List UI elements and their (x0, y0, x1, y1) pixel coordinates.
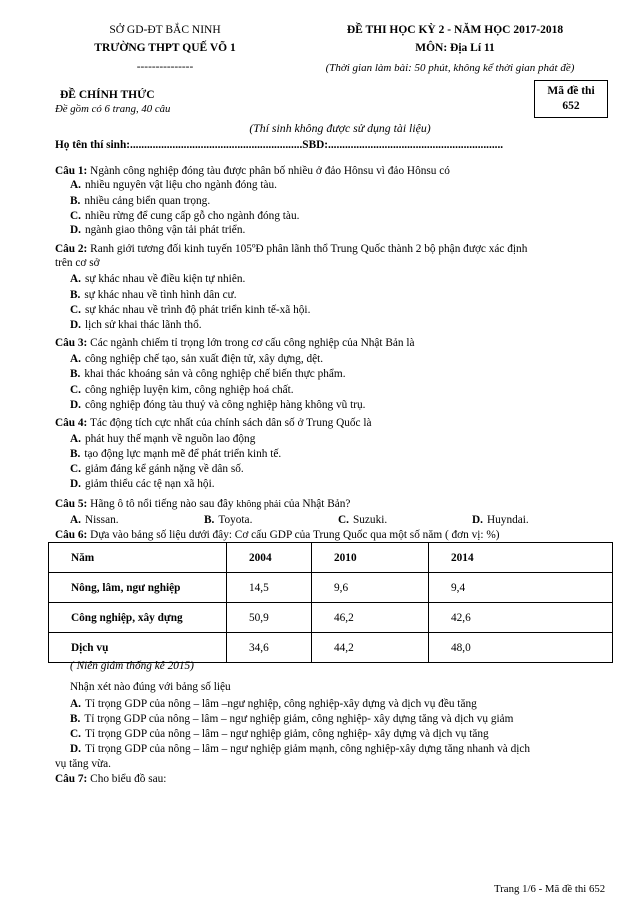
q6-prompt: Nhận xét nào đúng với bảng số liệu (70, 681, 231, 693)
page-footer: Trang 1/6 - Mã đề thi 652 (494, 883, 606, 895)
q3-option-c[interactable]: C. công nghiệp luyện kim, công nghiệp hoá chất. (70, 384, 294, 396)
q1-option-c[interactable]: C. nhiều rừng để cung cấp gỗ cho ngành đóng tàu. (70, 210, 300, 222)
table-cell: 14,5 (227, 573, 312, 603)
official-label: ĐỀ CHÍNH THỨC (60, 89, 155, 101)
q6-option-c[interactable]: C. Tỉ trọng GDP của nông – lâm – ngư nghiệp giảm, công nghiệp- xây dựng và dịch vụ tăng (70, 728, 489, 740)
q3-option-d[interactable]: D. công nghiệp đóng tàu thuỷ và công nghiệp hàng không vũ trụ. (70, 399, 366, 411)
table-cell: 44,2 (312, 633, 429, 663)
table-source: ( Niên giám thống kê 2015) (70, 660, 194, 672)
q1-option-b[interactable]: B. nhiều cảng biển quan trọng. (70, 195, 211, 207)
table-cell: Dịch vụ (49, 633, 227, 663)
time-note: (Thời gian làm bài: 50 phút, không kể thời gian phát đề) (325, 62, 575, 74)
table-cell: 46,2 (312, 603, 429, 633)
q2-option-d[interactable]: D. lịch sử khai thác lãnh thổ. (70, 319, 202, 331)
exam-subject: MÔN: Địa Lí 11 (415, 42, 495, 54)
candidate-info-line: Họ tên thí sinh:.............................................................SBD:.............................................................. (55, 139, 504, 151)
table-row (49, 573, 613, 603)
exam-code-box (534, 80, 608, 118)
q4-option-a[interactable]: A. phát huy thế mạnh về nguồn lao động (70, 433, 256, 445)
q6-option-a[interactable]: A. Tỉ trọng GDP của nông – lâm –ngư nghiệp, công nghiệp-xây dựng và dịch vụ đều tăng (70, 698, 477, 710)
school-name: TRƯỜNG THPT QUẾ VÕ 1 (94, 42, 236, 54)
q6-option-b[interactable]: B. Tỉ trọng GDP của nông – lâm – ngư nghiệp giảm, công nghiệp- xây dựng tăng và dịch vụ giảm (70, 713, 514, 725)
q2-option-b[interactable]: B. sự khác nhau về tình hình dân cư. (70, 289, 237, 301)
table-cell: 50,9 (227, 603, 312, 633)
q4-option-b[interactable]: B. tạo động lực mạnh mẽ để phát triển kinh tế. (70, 448, 282, 460)
q4-option-c[interactable]: C. giảm đáng kể gánh nặng về dân số. (70, 463, 244, 475)
table-row (49, 633, 613, 663)
q6-option-d-continued: vụ tăng vừa. (55, 758, 112, 770)
q2-option-a[interactable]: A. sự khác nhau về điều kiện tự nhiên. (70, 273, 246, 285)
q5-option-c[interactable]: C. Suzuki. (338, 514, 388, 526)
table-header-cell: Năm (49, 543, 227, 573)
q6-option-d[interactable]: D. Tỉ trọng GDP của nông – lâm – ngư nghiệp giảm mạnh, công nghiệp-xây dựng tăng nhanh và dịch (70, 743, 531, 755)
table-cell: 34,6 (227, 633, 312, 663)
q4-option-d[interactable]: D. giảm thiểu các tệ nạn xã hội. (70, 478, 215, 490)
table-header-cell: 2014 (429, 543, 613, 573)
q3-option-a[interactable]: A. công nghiệp chế tạo, sản xuất điện tử, xây dựng, dệt. (70, 353, 324, 365)
table-cell: 48,0 (429, 633, 613, 663)
question-2: Câu 2: Ranh giới tương đối kinh tuyến 105ºĐ phân lãnh thổ Trung Quốc thành 2 bộ phận được xác định (55, 243, 528, 255)
table-header-cell: 2010 (312, 543, 429, 573)
q1-option-d[interactable]: D. ngành giao thông vận tải phát triển. (70, 224, 246, 236)
question-6: Câu 6: Dựa vào bảng số liệu dưới đây: Cơ cấu GDP của Trung Quốc qua một số năm ( đơn vị: %) (55, 529, 500, 541)
exam-code-label: Mã đề thi (547, 85, 595, 97)
table-row (49, 603, 613, 633)
question-2-continued: trên cơ sở (55, 257, 100, 269)
department-name: SỞ GD-ĐT BẮC NINH (109, 24, 221, 36)
table-cell: Nông, lâm, ngư nghiệp (49, 573, 227, 603)
question-3: Câu 3: Các ngành chiếm tỉ trọng lớn trong cơ cấu công nghiệp của Nhật Bản là (55, 337, 415, 349)
exam-code-value: 652 (562, 100, 580, 112)
q1-option-a[interactable]: A. nhiều nguyên vật liệu cho ngành đóng tàu. (70, 179, 277, 191)
header-dash: --------------- (136, 61, 194, 73)
q5-emphasis: không phải (236, 499, 282, 510)
q2-option-c[interactable]: C. sự khác nhau về trình độ phát triển kinh tế-xã hội. (70, 304, 311, 316)
pages-note: Đề gồm có 6 trang, 40 câu (55, 103, 171, 115)
exam-title: ĐỀ THI HỌC KỲ 2 - NĂM HỌC 2017-2018 (346, 24, 564, 36)
table-cell: Công nghiệp, xây dựng (49, 603, 227, 633)
table-header-cell: 2004 (227, 543, 312, 573)
question-5: Câu 5: Hãng ô tô nổi tiếng nào sau đây không phải của Nhật Bản? (55, 498, 351, 510)
question-4: Câu 4: Tác động tích cực nhất của chính sách dân số ở Trung Quốc là (55, 417, 372, 429)
question-7: Câu 7: Cho biểu đồ sau: (55, 773, 167, 785)
table-cell: 9,4 (429, 573, 613, 603)
table-header-row (49, 543, 613, 573)
gdp-table (48, 542, 613, 663)
table-cell: 42,6 (429, 603, 613, 633)
q5-option-a[interactable]: A. Nissan. (70, 514, 119, 526)
no-materials-note: (Thí sinh không được sử dụng tài liệu) (249, 121, 431, 135)
table-cell: 9,6 (312, 573, 429, 603)
question-1: Câu 1: Ngành công nghiệp đóng tàu được phân bố nhiều ở đảo Hônsu vì đảo Hônsu có (55, 165, 450, 177)
q5-option-b[interactable]: B. Toyota. (204, 514, 253, 526)
q3-option-b[interactable]: B. khai thác khoáng sản và công nghiệp chế biến thực phẩm. (70, 368, 346, 380)
q5-option-d[interactable]: D. Huyndai. (472, 514, 529, 526)
